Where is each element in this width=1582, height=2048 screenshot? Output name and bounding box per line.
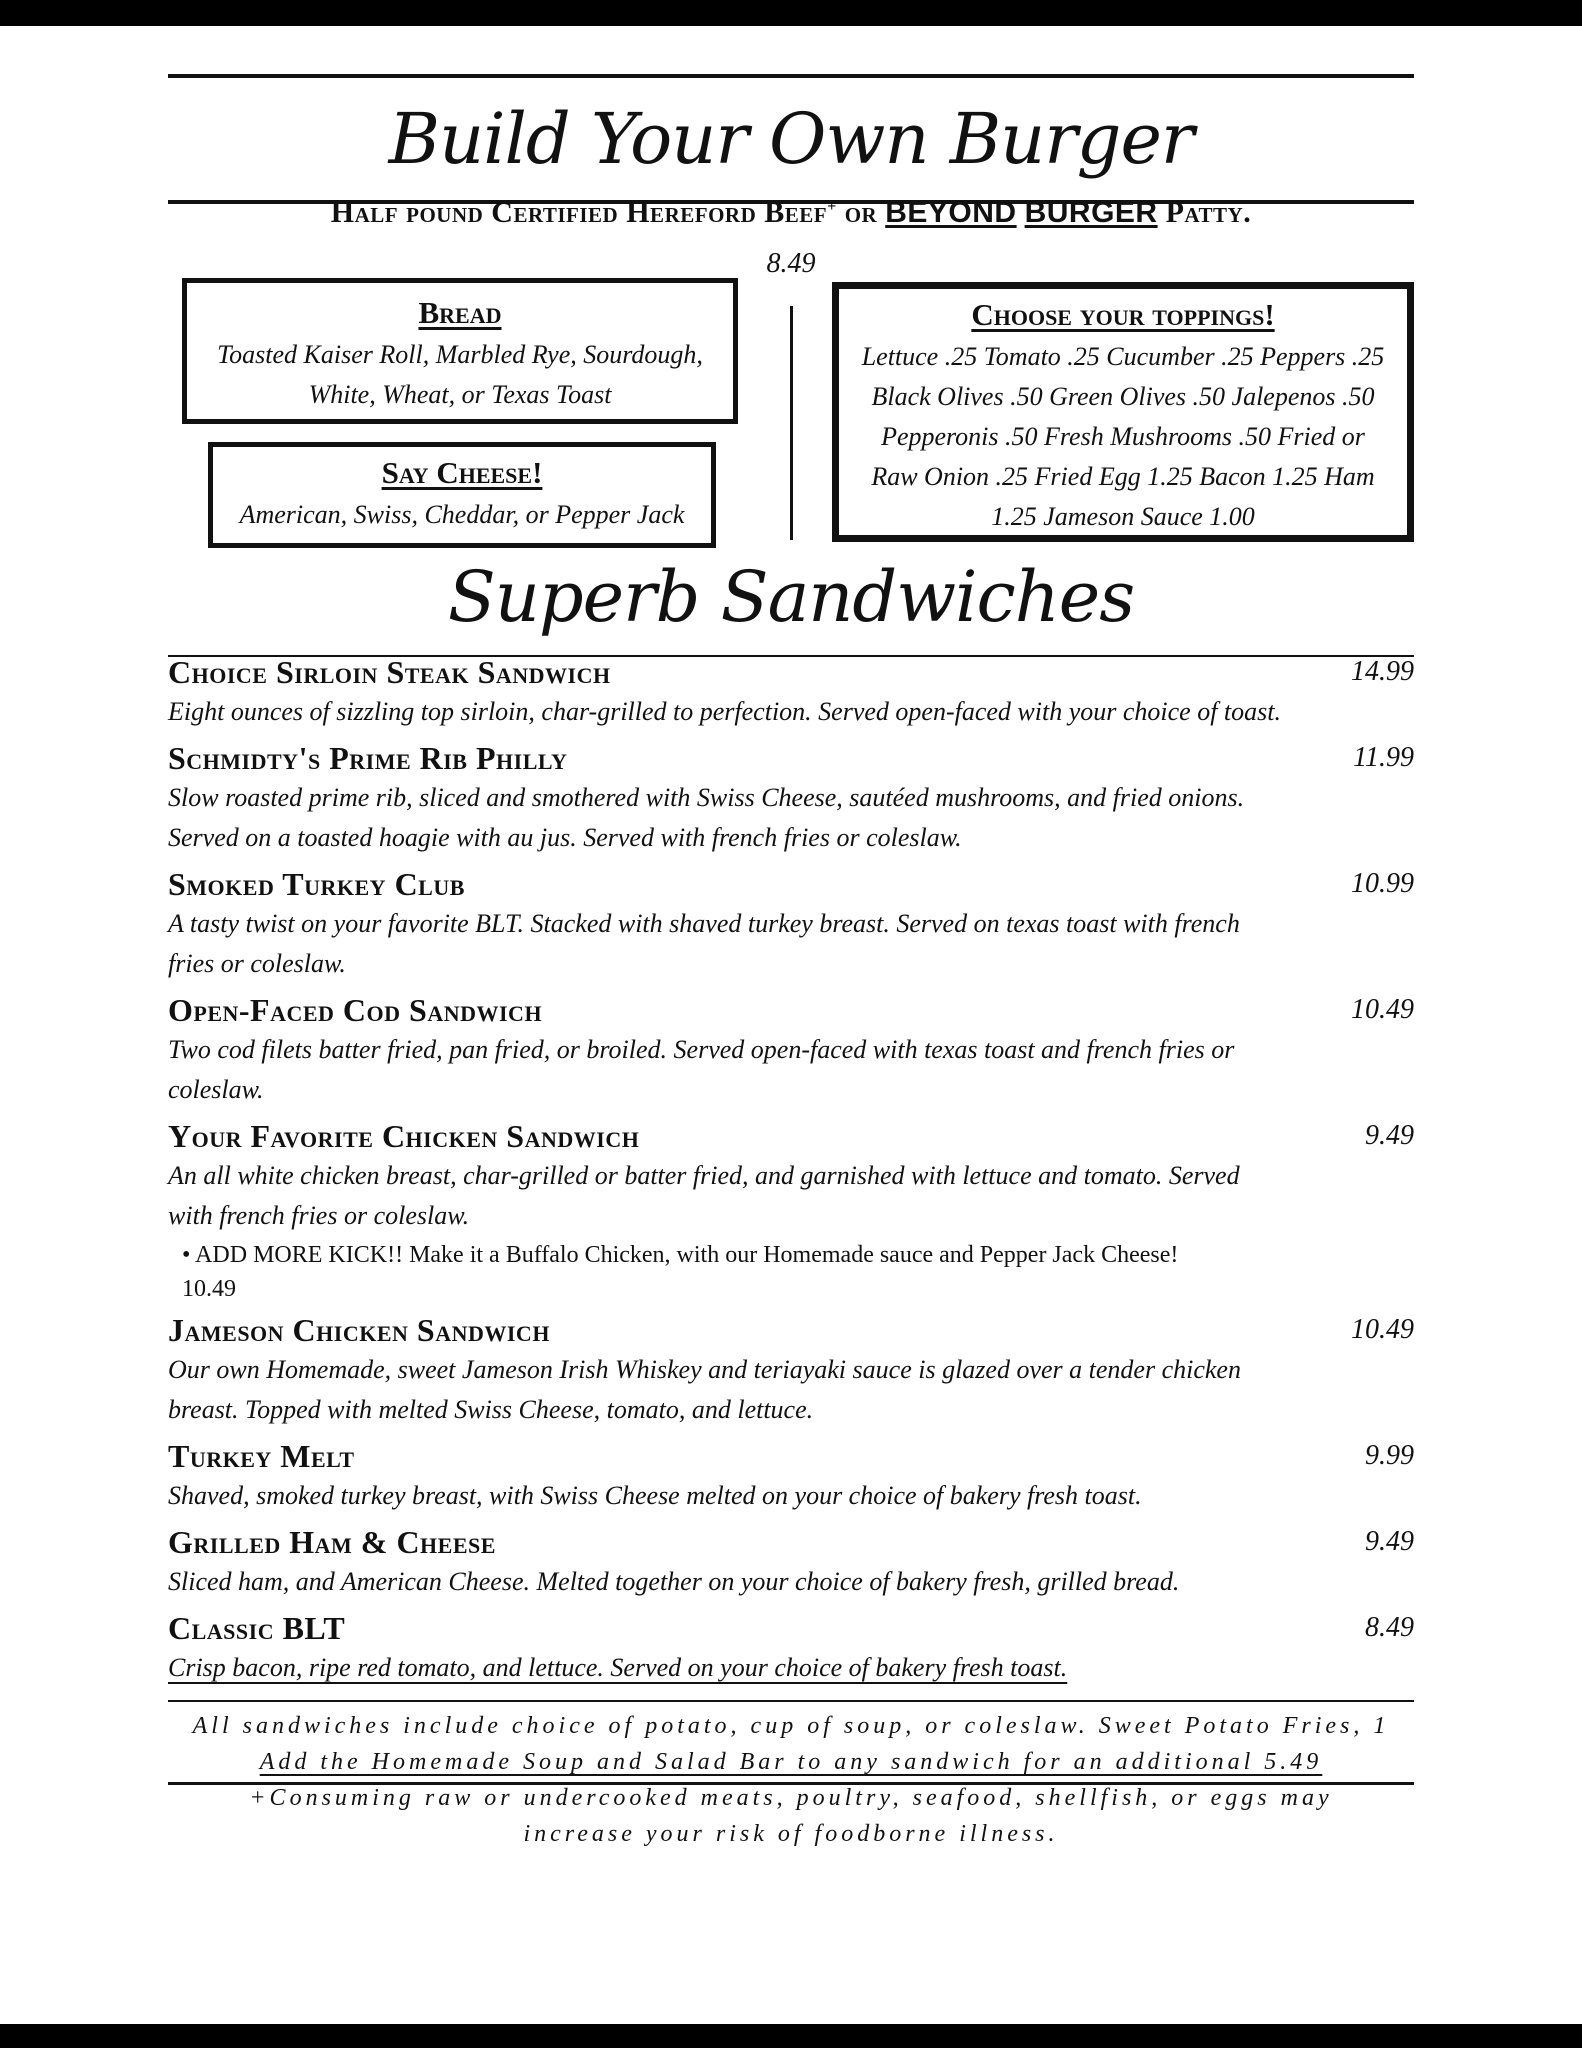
subtitle-patty: Patty. (1157, 196, 1252, 229)
bread-line-1: Toasted Kaiser Roll, Marbled Rye, Sourdough, (217, 340, 703, 369)
item-price: 9.49 (1365, 1526, 1414, 1557)
item-desc: coleslaw. (168, 1075, 264, 1104)
item-name: Smoked Turkey Club (168, 866, 465, 902)
item-price: 10.99 (1351, 868, 1414, 899)
menu-item (168, 652, 1414, 732)
cheese-box (208, 442, 716, 548)
footer-disclaimer-2: increase your risk of foodborne illness. (523, 1821, 1059, 1847)
item-desc: with french fries or coleslaw. (168, 1201, 470, 1230)
item-name: Turkey Melt (168, 1438, 355, 1474)
burger-subtitle (168, 196, 1414, 230)
item-desc: Slow roasted prime rib, sliced and smothered with Swiss Cheese, sautéed mushrooms, and fried onions. (168, 783, 1245, 812)
footer-rule-top (168, 1700, 1414, 1702)
item-price: 8.49 (1365, 1612, 1414, 1643)
cheese-text: American, Swiss, Cheddar, or Pepper Jack (239, 500, 685, 529)
item-note: • ADD MORE KICK!! Make it a Buffalo Chicken, with our Homemade sauce and Pepper Jack Cheese! (182, 1242, 1179, 1268)
item-desc: Crisp bacon, ripe red tomato, and lettuce. Served on your choice of bakery fresh toast. (168, 1653, 1068, 1682)
item-price: 9.99 (1365, 1440, 1414, 1471)
item-desc: Two cod filets batter fried, pan fried, or broiled. Served open-faced with texas toast and french fries or (168, 1035, 1235, 1064)
menu-item (168, 738, 1414, 858)
item-name: Grilled Ham & Cheese (168, 1524, 496, 1560)
item-desc: Shaved, smoked turkey breast, with Swiss Cheese melted on your choice of bakery fresh toast. (168, 1481, 1142, 1510)
item-name: Your Favorite Chicken Sandwich (168, 1118, 640, 1154)
bottom-border-bar (0, 2024, 1582, 2048)
item-name: Choice Sirloin Steak Sandwich (168, 654, 611, 690)
item-desc: breast. Topped with melted Swiss Cheese, tomato, and lettuce. (168, 1395, 814, 1424)
menu-item (168, 1608, 1414, 1688)
bread-box (182, 278, 738, 424)
item-desc: A tasty twist on your favorite BLT. Stacked with shaved turkey breast. Served on texas toast with french (168, 909, 1240, 938)
toppings-line-5: 1.25 Jameson Sauce 1.00 (991, 502, 1255, 531)
footer-line-2: Add the Homemade Soup and Salad Bar to any sandwich for an additional 5.49 (259, 1749, 1323, 1775)
subtitle-space (1017, 196, 1025, 229)
menu-item (168, 1436, 1414, 1516)
item-price: 14.99 (1351, 656, 1414, 687)
top-border-bar (0, 0, 1582, 26)
toppings-line-4: Raw Onion .25 Fried Egg 1.25 Bacon 1.25 Ham (871, 462, 1375, 491)
subtitle-mark: + (827, 198, 837, 215)
item-name: Classic BLT (168, 1610, 346, 1646)
sandwich-list (168, 652, 1414, 1688)
item-name: Open-Faced Cod Sandwich (168, 992, 543, 1028)
menu-item (168, 1522, 1414, 1602)
menu-item (168, 1116, 1414, 1304)
burger-title: Build Your Own Burger (388, 98, 1194, 180)
toppings-line-3: Pepperonis .50 Fresh Mushrooms .50 Fried or (881, 422, 1365, 451)
item-price: 10.49 (1351, 994, 1414, 1025)
footer-line-1: All sandwiches include choice of potato, cup of soup, or coleslaw. Sweet Potato Fries, 1 (192, 1713, 1390, 1739)
sandwiches-title: Superb Sandwiches (447, 556, 1135, 638)
menu-item (168, 990, 1414, 1110)
item-price: 11.99 (1353, 742, 1414, 773)
item-note-price: 10.49 (182, 1276, 236, 1302)
item-desc: Our own Homemade, sweet Jameson Irish Whiskey and teriayaki sauce is glazed over a tender chicken (168, 1355, 1241, 1384)
item-desc: Served on a toasted hoagie with au jus. Served with french fries or coleslaw. (168, 823, 962, 852)
toppings-box (832, 282, 1414, 542)
item-desc: fries or coleslaw. (168, 949, 346, 978)
item-name: Schmidty's Prime Rib Philly (168, 740, 568, 776)
subtitle-or: or (836, 196, 886, 229)
top-rule (168, 74, 1414, 78)
vertical-divider (790, 306, 793, 540)
subtitle-beef: Half pound Certified Hereford Beef (330, 196, 828, 229)
subtitle-beyond: BEYOND (885, 196, 1017, 229)
bread-line-2: White, Wheat, or Texas Toast (308, 380, 612, 409)
toppings-line-1: Lettuce .25 Tomato .25 Cucumber .25 Peppers .25 (861, 342, 1385, 371)
toppings-heading: Choose your toppings! (971, 297, 1275, 332)
menu-item (168, 864, 1414, 984)
item-desc: Sliced ham, and American Cheese. Melted together on your choice of bakery fresh, grilled bread. (168, 1567, 1180, 1596)
burger-price: 8.49 (766, 248, 816, 279)
cheese-heading: Say Cheese! (381, 455, 543, 490)
item-desc: An all white chicken breast, char-grilled or batter fried, and garnished with lettuce and tomato. Served (168, 1161, 1240, 1190)
footer-disclaimer-1: +Consuming raw or undercooked meats, poultry, seafood, shellfish, or eggs may (249, 1785, 1333, 1811)
menu-item (168, 1310, 1414, 1430)
toppings-line-2: Black Olives .50 Green Olives .50 Jalepenos .50 (871, 382, 1375, 411)
bread-heading: Bread (418, 295, 502, 330)
subtitle-burger: BURGER (1024, 196, 1158, 229)
item-price: 10.49 (1351, 1314, 1414, 1345)
item-desc: Eight ounces of sizzling top sirloin, char-grilled to perfection. Served open-faced with your choice of toast. (168, 697, 1281, 726)
item-price: 9.49 (1365, 1120, 1414, 1151)
item-name: Jameson Chicken Sandwich (168, 1312, 550, 1348)
